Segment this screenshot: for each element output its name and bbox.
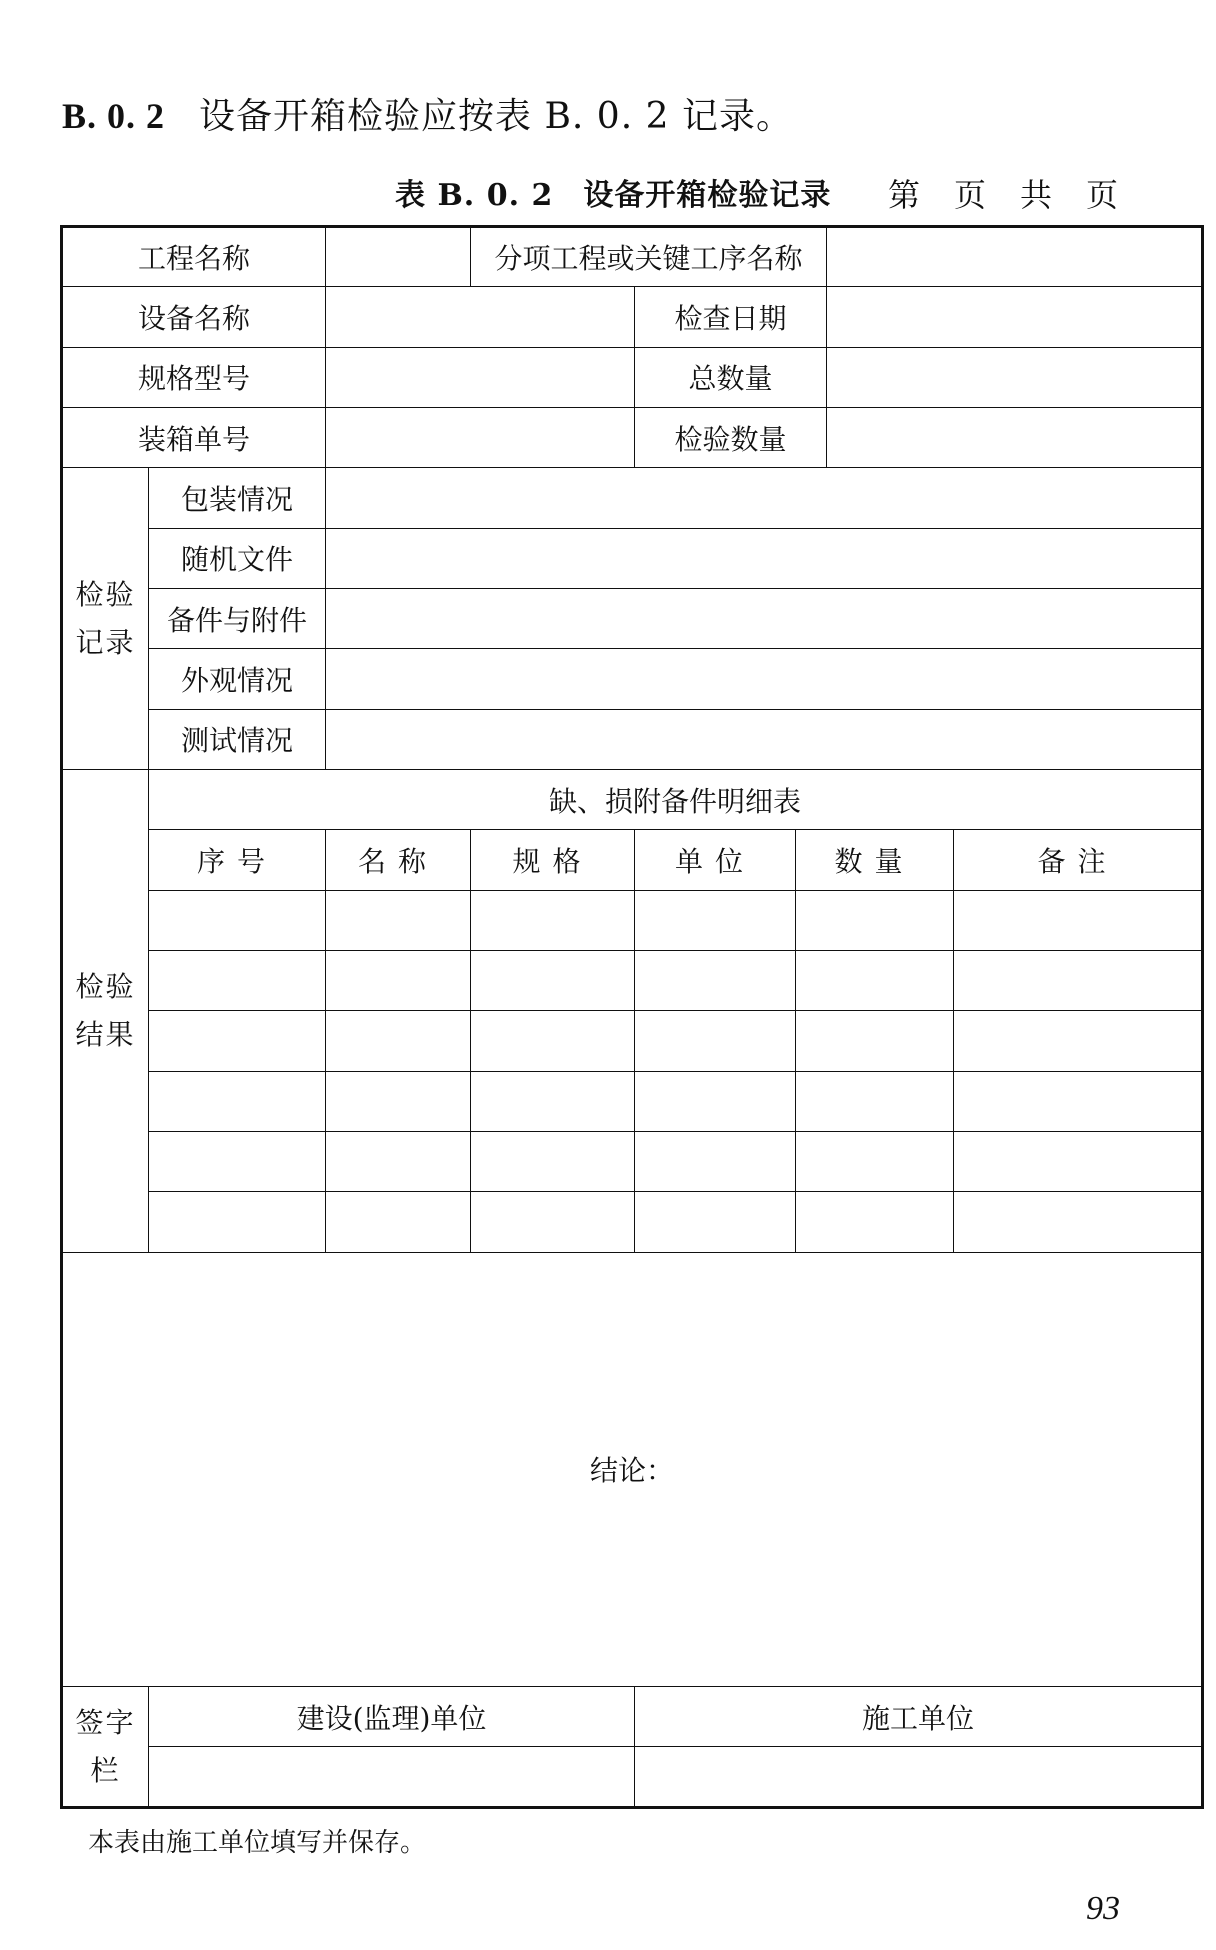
table-row	[62, 1131, 1203, 1191]
detail-table-title: 缺、损附备件明细表	[149, 769, 1203, 829]
cell-qty[interactable]	[796, 1011, 954, 1071]
project-name-label: 工程名称	[62, 227, 326, 287]
cell-unit[interactable]	[635, 890, 796, 950]
signature-label	[62, 1687, 149, 1808]
project-name-field[interactable]	[326, 227, 471, 287]
table-row	[62, 1011, 1203, 1071]
cell-unit[interactable]	[635, 1071, 796, 1131]
signature-label-line2: 栏	[90, 1753, 121, 1787]
equipment-name-label: 设备名称	[62, 287, 326, 347]
inspect-qty-label: 检验数量	[635, 407, 827, 467]
cell-qty[interactable]	[796, 890, 954, 950]
cell-qty[interactable]	[796, 1192, 954, 1252]
record-appearance-field[interactable]	[326, 649, 1203, 709]
record-item-appearance: 外观情况	[149, 649, 326, 709]
col-header-qty: 数量	[796, 830, 954, 890]
cell-spec[interactable]	[471, 950, 635, 1010]
table-row	[62, 950, 1203, 1010]
cell-name[interactable]	[326, 890, 471, 950]
page-info-gong: 共	[1020, 176, 1053, 214]
col-header-remark: 备注	[954, 830, 1203, 890]
cell-remark[interactable]	[954, 1011, 1203, 1071]
cell-name[interactable]	[326, 1192, 471, 1252]
cell-qty[interactable]	[796, 950, 954, 1010]
cell-spec[interactable]	[471, 1192, 635, 1252]
record-spares-field[interactable]	[326, 588, 1203, 648]
record-item-testing: 测试情况	[149, 709, 326, 769]
inspect-qty-field[interactable]	[827, 407, 1203, 467]
cell-seq[interactable]	[149, 1071, 326, 1131]
footnote: 本表由施工单位填写并保存。	[88, 1828, 427, 1858]
conclusion-label: 结论：	[590, 1454, 675, 1488]
subproject-name-field[interactable]	[827, 227, 1203, 287]
section-number: B. 0. 2	[62, 96, 166, 136]
page-number: 93	[1086, 1890, 1120, 1927]
check-date-field[interactable]	[827, 287, 1203, 347]
cell-remark[interactable]	[954, 1131, 1203, 1191]
cell-qty[interactable]	[796, 1131, 954, 1191]
record-packaging-field[interactable]	[326, 468, 1203, 528]
section-text: 设备开箱检验应按表 B. 0. 2 记录。	[199, 96, 793, 137]
cell-name[interactable]	[326, 1071, 471, 1131]
owner-signature-field[interactable]	[149, 1747, 635, 1808]
inspection-record-label-line2: 记录	[75, 625, 136, 659]
owner-unit-label: 建设(监理)单位	[149, 1687, 635, 1747]
cell-spec[interactable]	[471, 1011, 635, 1071]
packing-no-field[interactable]	[326, 407, 635, 467]
cell-unit[interactable]	[635, 1131, 796, 1191]
cell-seq[interactable]	[149, 950, 326, 1010]
contractor-unit-label: 施工单位	[635, 1687, 1203, 1747]
record-item-packaging: 包装情况	[149, 468, 326, 528]
check-date-label: 检查日期	[635, 287, 827, 347]
page-info	[888, 170, 1118, 216]
inspection-record-label	[62, 468, 149, 770]
inspection-result-label-line2: 结果	[75, 1017, 136, 1051]
total-qty-field[interactable]	[827, 347, 1203, 407]
section-heading	[62, 88, 793, 139]
table-row	[62, 1071, 1203, 1131]
cell-seq[interactable]	[149, 1011, 326, 1071]
cell-spec[interactable]	[471, 890, 635, 950]
record-item-spares: 备件与附件	[149, 588, 326, 648]
page-info-ye2: 页	[1086, 176, 1119, 214]
record-item-documents: 随机文件	[149, 528, 326, 588]
conclusion-field[interactable]	[62, 1252, 1203, 1686]
cell-unit[interactable]	[635, 950, 796, 1010]
table-row	[62, 890, 1203, 950]
cell-qty[interactable]	[796, 1071, 954, 1131]
spec-model-label: 规格型号	[62, 347, 326, 407]
col-header-unit: 单位	[635, 830, 796, 890]
cell-spec[interactable]	[471, 1131, 635, 1191]
equipment-name-field[interactable]	[326, 287, 635, 347]
cell-remark[interactable]	[954, 1071, 1203, 1131]
cell-seq[interactable]	[149, 890, 326, 950]
inspection-form	[60, 225, 1204, 1809]
table-number: 表 B. 0. 2	[395, 178, 554, 213]
inspection-record-label-line1: 检验	[75, 577, 136, 611]
col-header-name: 名称	[326, 830, 471, 890]
cell-name[interactable]	[326, 1131, 471, 1191]
spec-model-field[interactable]	[326, 347, 635, 407]
cell-seq[interactable]	[149, 1192, 326, 1252]
total-qty-label: 总数量	[635, 347, 827, 407]
table-row	[62, 1192, 1203, 1252]
cell-unit[interactable]	[635, 1011, 796, 1071]
signature-label-line1: 签字	[75, 1705, 136, 1739]
cell-remark[interactable]	[954, 890, 1203, 950]
cell-seq[interactable]	[149, 1131, 326, 1191]
inspection-result-label	[62, 769, 149, 1252]
page-info-di: 第	[888, 176, 921, 214]
cell-remark[interactable]	[954, 950, 1203, 1010]
table-caption	[395, 170, 831, 214]
cell-name[interactable]	[326, 1011, 471, 1071]
cell-remark[interactable]	[954, 1192, 1203, 1252]
record-testing-field[interactable]	[326, 709, 1203, 769]
col-header-seq: 序号	[149, 830, 326, 890]
cell-spec[interactable]	[471, 1071, 635, 1131]
page-info-ye1: 页	[954, 176, 987, 214]
table-title: 设备开箱检验记录	[583, 178, 832, 213]
subproject-name-label: 分项工程或关键工序名称	[471, 227, 827, 287]
cell-name[interactable]	[326, 950, 471, 1010]
cell-unit[interactable]	[635, 1192, 796, 1252]
packing-no-label: 装箱单号	[62, 407, 326, 467]
contractor-signature-field[interactable]	[635, 1747, 1203, 1808]
inspection-result-label-line1: 检验	[75, 969, 136, 1003]
col-header-spec: 规格	[471, 830, 635, 890]
record-documents-field[interactable]	[326, 528, 1203, 588]
